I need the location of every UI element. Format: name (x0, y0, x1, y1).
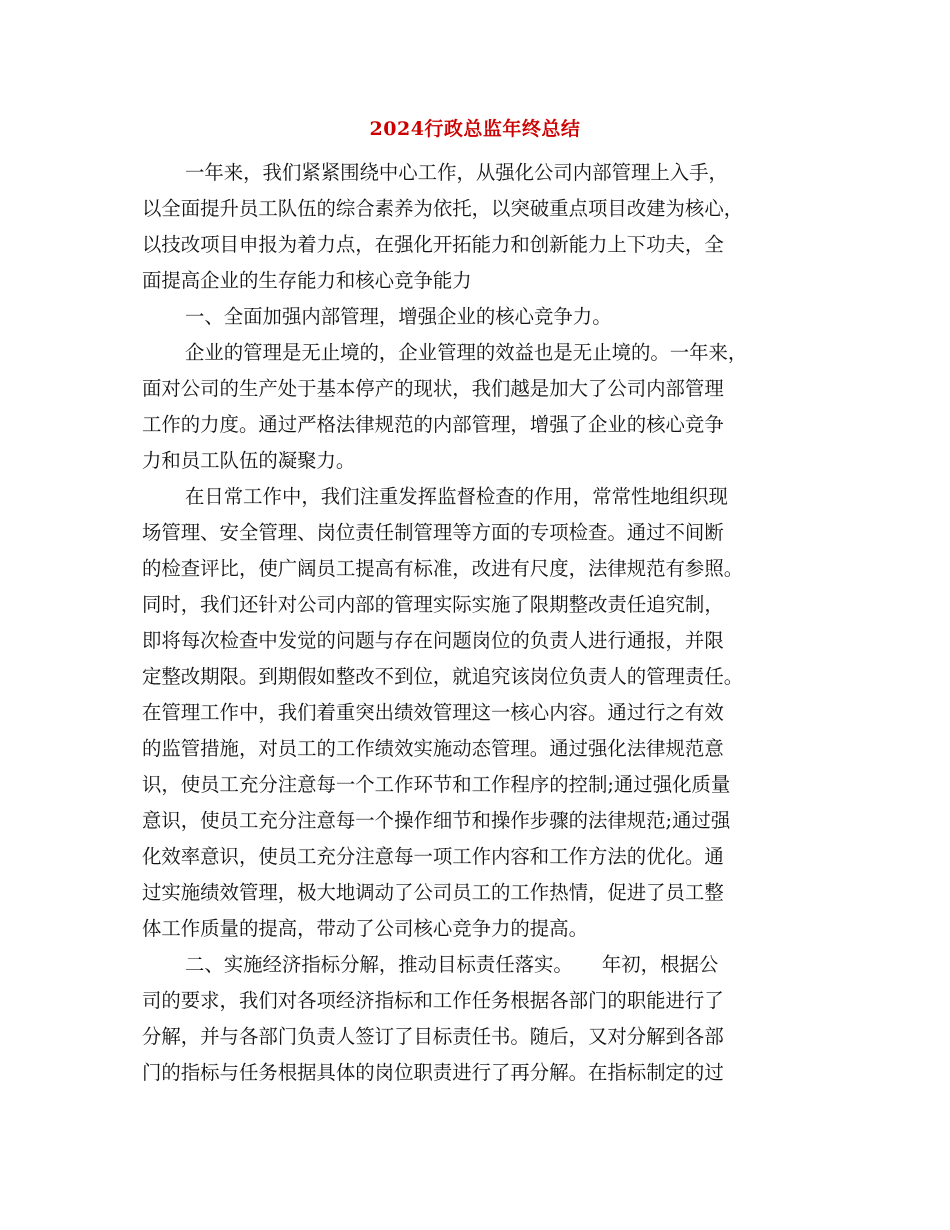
text-line: 分解，并与各部门负责人签订了目标责任书。随后，又对分解到各部 (142, 1025, 724, 1048)
text-line: 识，使员工充分注意每一个工作环节和工作程序的控制;通过强化质量 (142, 773, 731, 796)
text-line: 工作的力度。通过严格法律规范的内部管理，增强了企业的核心竞争 (142, 413, 724, 436)
document-body (142, 155, 802, 1091)
text-line: 力和员工队伍的凝聚力。 (142, 449, 356, 472)
text-line: 门的指标与任务根据具体的岗位职责进行了再分解。在指标制定的过 (142, 1061, 724, 1084)
text-line: 司的要求，我们对各项经济指标和工作任务根据各部门的职能进行了 (142, 989, 724, 1012)
text-line: 一、全面加强内部管理，增强企业的核心竞争力。 (185, 305, 612, 328)
text-line: 同时，我们还针对公司内部的管理实际实施了限期整改责任追究制， (142, 593, 724, 616)
text-line: 在管理工作中，我们着重突出绩效管理这一核心内容。通过行之有效 (142, 701, 724, 724)
text-line: 以全面提升员工队伍的综合素养为依托，以突破重点项目改建为核心， (142, 197, 744, 220)
text-line: 即将每次检查中发觉的问题与存在问题岗位的负责人进行通报，并限 (142, 629, 724, 652)
text-line: 一年来，我们紧紧围绕中心工作，从强化公司内部管理上入手， (185, 161, 728, 184)
text-line: 以技改项目申报为着力点，在强化开拓能力和创新能力上下功夫，全 (142, 233, 724, 256)
text-line: 意识，使员工充分注意每一个操作细节和操作步骤的法律规范;通过强 (142, 809, 731, 832)
text-line: 体工作质量的提高，带动了公司核心竞争力的提高。 (142, 917, 588, 940)
text-line: 面提高企业的生存能力和核心竞争能力 (142, 269, 472, 292)
document-title: 2024行政总监年终总结 (369, 118, 581, 140)
text-line: 的监管措施，对员工的工作绩效实施动态管理。通过强化法律规范意 (142, 737, 724, 760)
text-line: 化效率意识，使员工充分注意每一项工作内容和工作方法的优化。通 (142, 845, 724, 868)
text-line: 二、实施经济指标分解，推动目标责任落实。 年初，根据公 (185, 953, 719, 976)
text-line: 场管理、安全管理、岗位责任制管理等方面的专项检查。通过不间断 (142, 521, 724, 544)
text-line: 过实施绩效管理，极大地调动了公司员工的工作热情，促进了员工整 (142, 881, 724, 904)
text-line: 在日常工作中，我们注重发挥监督检查的作用，常常性地组织现 (185, 485, 728, 508)
text-line: 定整改期限。到期假如整改不到位，就追究该岗位负责人的管理责任。 (142, 665, 744, 688)
text-line: 的检查评比，使广阔员工提高有标准，改进有尺度，法律规范有参照。 (142, 557, 744, 580)
text-line: 企业的管理是无止境的，企业管理的效益也是无止境的。一年来， (185, 341, 748, 364)
text-line: 面对公司的生产处于基本停产的现状，我们越是加大了公司内部管理 (142, 377, 724, 400)
